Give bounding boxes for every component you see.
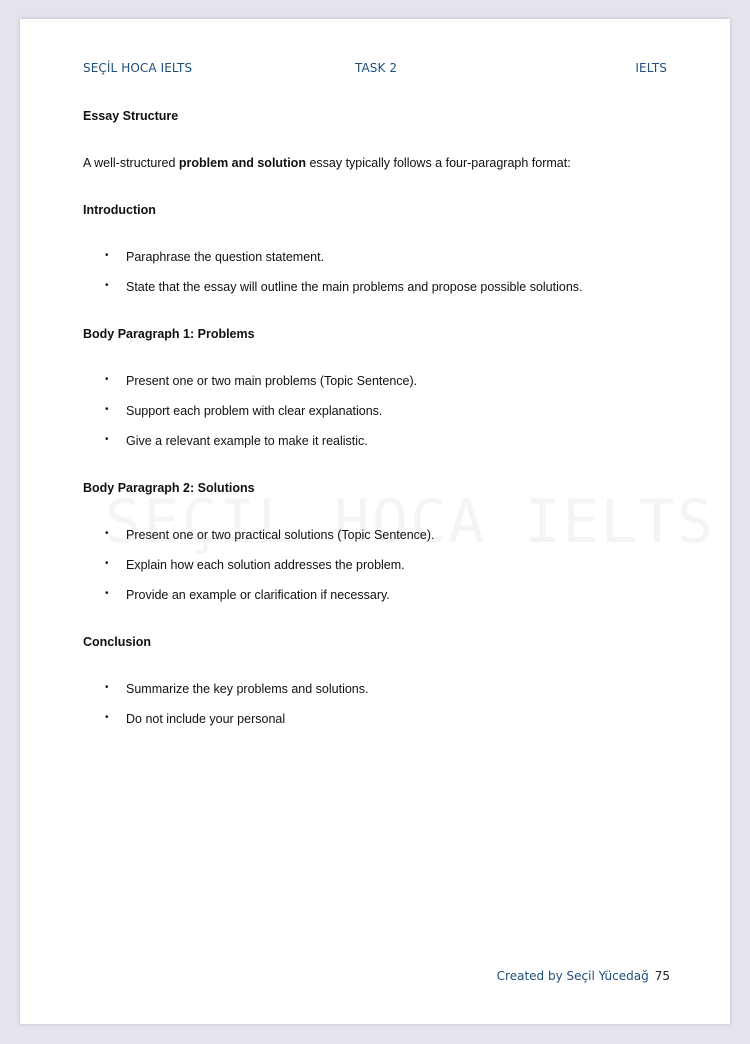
header-right: IELTS — [635, 61, 667, 75]
bullet-icon: • — [105, 682, 109, 693]
bullet-icon: • — [105, 434, 109, 445]
section-heading-conclusion: Conclusion — [83, 635, 152, 649]
list-item-text: Summarize the key problems and solutions. — [126, 682, 369, 696]
bullet-icon: • — [105, 404, 109, 415]
section-heading-problems: Body Paragraph 1: Problems — [83, 327, 255, 341]
bullet-icon: • — [105, 558, 109, 569]
list-item-text: Present one or two practical solutions (Topic Sentence). — [126, 528, 435, 542]
intro-paragraph — [83, 156, 571, 170]
page-title: Essay Structure — [83, 109, 179, 123]
list-item-text: Present one or two main problems (Topic Sentence). — [126, 374, 418, 388]
section-heading-introduction: Introduction — [83, 203, 156, 217]
header-center: TASK 2 — [355, 61, 398, 75]
list-item-text: Support each problem with clear explanations. — [126, 404, 383, 418]
page-number: 75 — [654, 969, 670, 983]
bullet-icon: • — [105, 250, 109, 261]
list-item-text: Give a relevant example to make it realistic. — [126, 434, 368, 448]
bullet-icon: • — [105, 588, 109, 599]
intro-text-before: A well-structured — [83, 156, 179, 170]
list-item-text: Provide an example or clarification if necessary. — [126, 588, 390, 602]
list-item-text: State that the essay will outline the main problems and propose possible solutions. — [126, 280, 583, 294]
list-item-text: Do not include your personal — [126, 712, 286, 726]
header-left: SEÇİL HOCA IELTS — [83, 61, 193, 75]
intro-text-after: essay typically follows a four-paragraph format: — [305, 156, 571, 170]
bullet-icon: • — [105, 528, 109, 539]
page-footer — [497, 969, 670, 983]
intro-text-bold: problem and solution — [178, 156, 306, 170]
footer-credit: Created by Seçil Yücedağ — [496, 969, 649, 983]
list-item-text: Explain how each solution addresses the problem. — [126, 558, 405, 572]
section-heading-solutions: Body Paragraph 2: Solutions — [83, 481, 255, 495]
watermark — [105, 487, 715, 557]
document-page — [20, 19, 730, 1024]
bullet-icon: • — [105, 712, 109, 723]
list-item-text: Paraphrase the question statement. — [126, 250, 325, 264]
bullet-icon: • — [105, 374, 109, 385]
bullet-icon: • — [105, 280, 109, 291]
